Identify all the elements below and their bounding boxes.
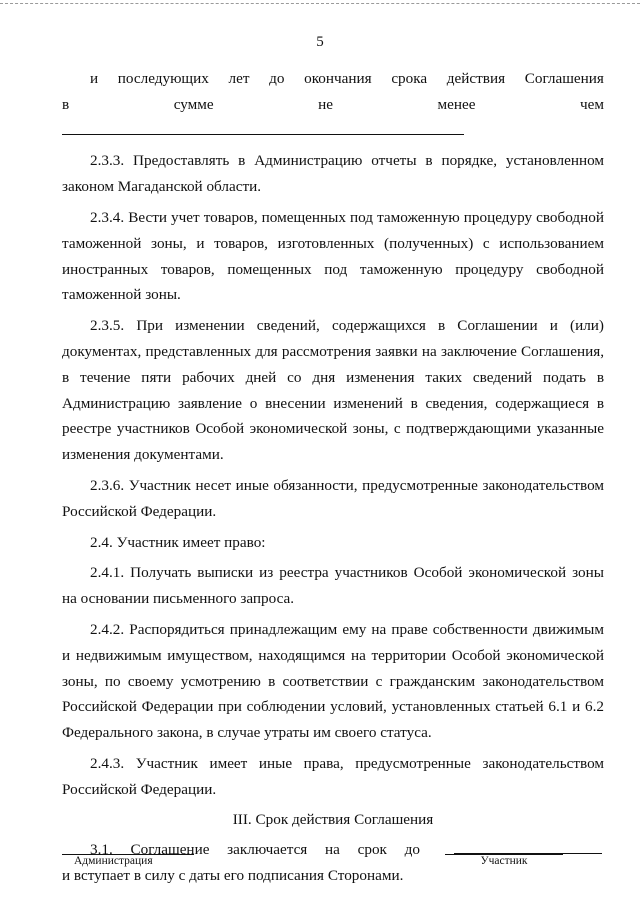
word: и — [90, 70, 99, 87]
word: лет — [228, 70, 250, 87]
amount-label: в сумме не менее чем — [62, 95, 604, 113]
paragraph-2-4: 2.4. Участник имеет право: — [90, 533, 266, 551]
page-number: 5 — [316, 34, 324, 50]
signature-participant-label: Участник — [480, 855, 528, 867]
paragraph-2-3-3: 2.3.3. Предоставлять в Администрацию отчеты в порядке, установленном законом Магаданской области. — [62, 152, 604, 196]
section-3-title: III. Срок действия Соглашения — [232, 810, 434, 828]
paragraph-2-3-6: 2.3.6. Участник несет иные обязанности, предусмотренные законодательством Российской Федерации. — [62, 476, 604, 520]
signature-participant — [445, 854, 563, 867]
paragraph-2-4-2: 2.4.2. Распорядиться принадлежащим ему на праве собственности движимым и недвижимым имуществом, находящимся на территории Особой экономической зоны, по своему усмотрению в соответствии с гражданским законодательством Российской Федерации при соблюдении условий, установленных статьей 6.1 и 6.2 Федерального закона, в случае утраты им своего статуса. — [62, 620, 604, 742]
paragraph-intro-line1 — [62, 66, 604, 92]
signature-administration-label: Администрация — [74, 855, 153, 867]
paragraph-intro-line2 — [62, 92, 604, 144]
word: последующих — [117, 70, 209, 87]
paragraph-2-3-5: 2.3.5. При изменении сведений, содержащихся в Соглашении и (или) документах, представленных для рассмотрения заявки на заключение Соглашения, в течение пяти рабочих дней со дня изменения таких сведений подать в Администрацию заявление о внесении изменений в сведения, содержащиеся в реестре участников Особой экономической зоны, с подтверждающими указанные изменения документами. — [62, 317, 604, 464]
paragraph-2-4-1: 2.4.1. Получать выписки из реестра участников Особой экономической зоны на основании письменного запроса. — [62, 564, 604, 608]
signature-administration — [62, 854, 194, 867]
word: на — [325, 841, 340, 859]
paragraph-2-4-3: 2.4.3. Участник имеет иные права, предусмотренные законодательством Российской Федерации. — [62, 754, 604, 798]
document-body — [62, 66, 604, 889]
word: срока — [391, 70, 428, 87]
word: Соглашение — [130, 841, 210, 859]
word: срок — [357, 841, 387, 859]
word: окончания — [304, 70, 372, 87]
word: действия — [446, 70, 506, 87]
word: заключается — [227, 841, 308, 859]
paragraph-3-1-line2: и вступает в силу с даты его подписания Сторонами. — [62, 867, 404, 885]
scan-top-edge — [0, 3, 640, 4]
word: до — [404, 841, 420, 859]
amount-blank-field — [62, 120, 464, 135]
paragraph-2-3-4: 2.3.4. Вести учет товаров, помещенных под таможенную процедуру свободной таможенной зоны, и товаров, изготовленных (полученных) с использованием иностранных товаров, помещенных под таможенную процедуру свободной таможенной зоны. — [62, 208, 604, 304]
term-date-blank-field — [454, 839, 602, 854]
word: Соглашения — [524, 70, 604, 87]
word: до — [269, 70, 285, 87]
word: 3.1. — [90, 841, 113, 859]
